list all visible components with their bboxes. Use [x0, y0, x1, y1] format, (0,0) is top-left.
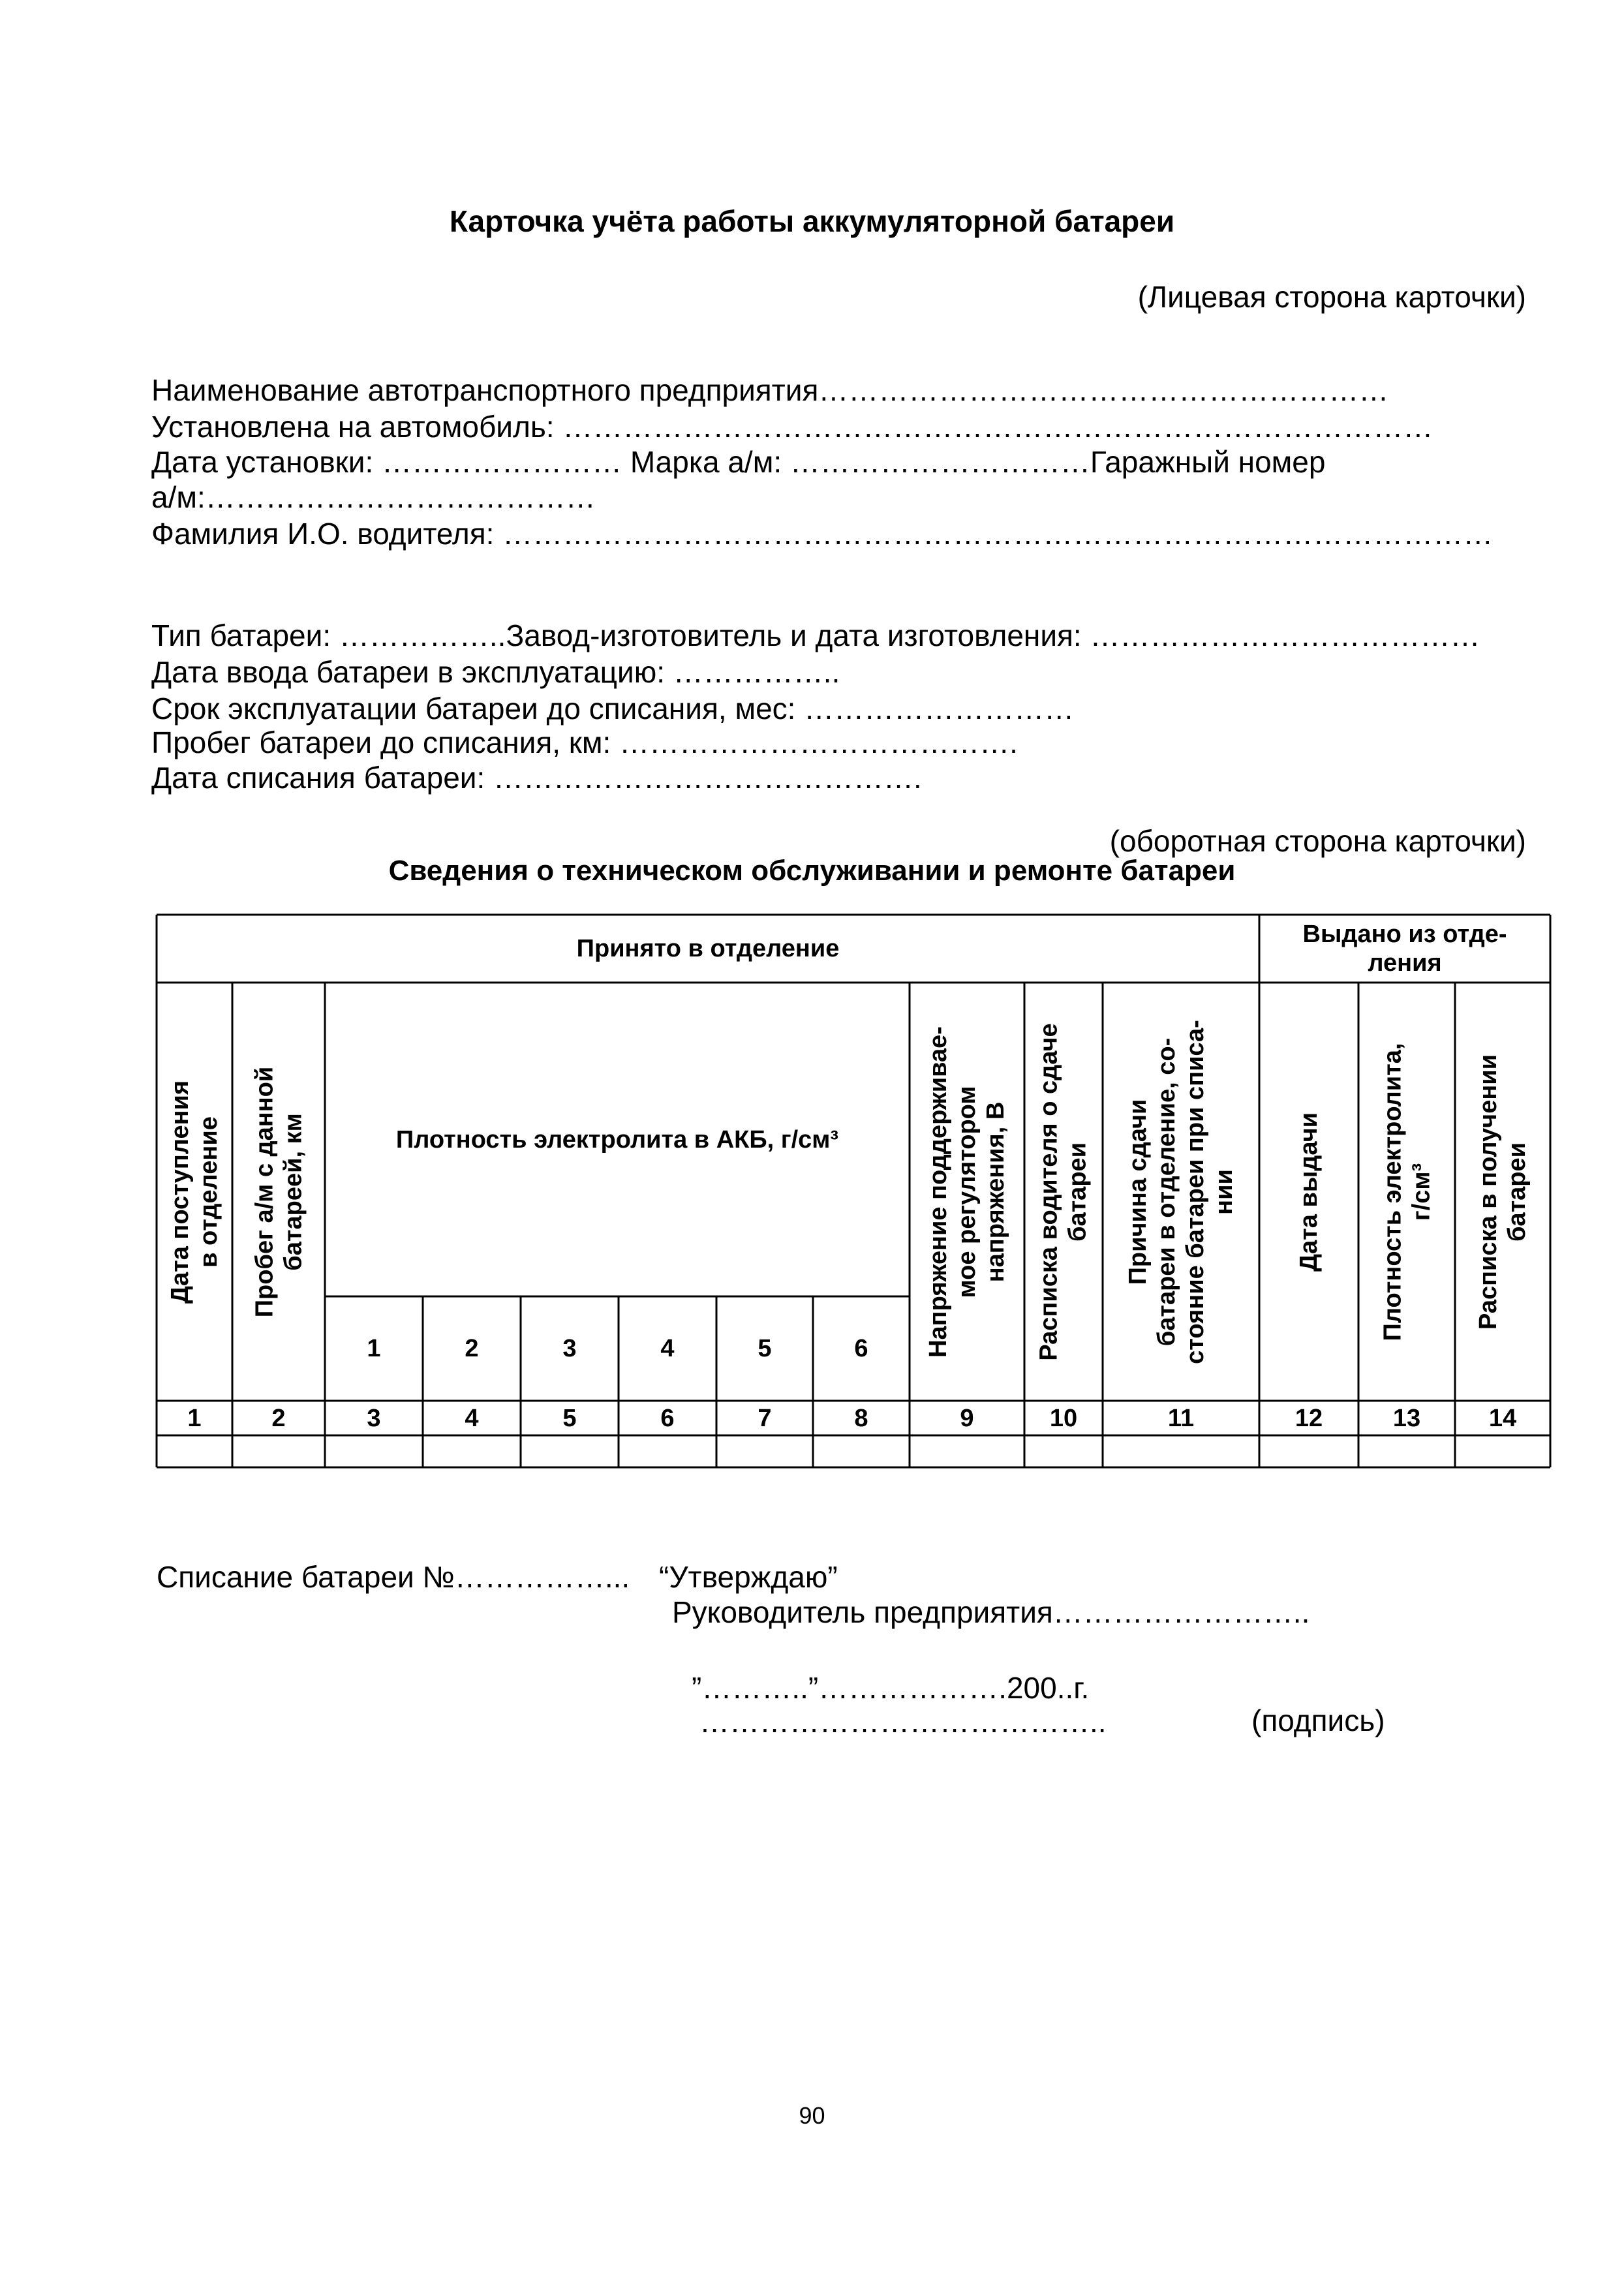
column-number: 1: [187, 1404, 202, 1432]
density-cell-number: 1: [367, 1335, 381, 1362]
column-number: 5: [562, 1404, 577, 1432]
col-header-voltage-cell: [910, 983, 1024, 1401]
col-header-reason-cell: [1103, 983, 1259, 1401]
col-header-receipt: Расписка в получении батареи: [1475, 1054, 1531, 1330]
back-side-label: (оборотная сторона карточки): [1109, 824, 1526, 858]
card-title: Карточка учёта работы аккумуляторной батареи: [449, 204, 1175, 238]
column-number: 11: [1167, 1404, 1195, 1432]
approval-date-line: ”………..”……………….200..г.: [692, 1671, 1090, 1705]
vehicle-line: Установлена на автомобиль: ……………………………………………………………………………: [151, 410, 1433, 444]
column-number: 8: [854, 1404, 868, 1432]
enterprise-name-line: Наименование автотранспортного предприятия…………………………………………………: [151, 373, 1389, 407]
col-header-mileage-cell: [232, 983, 325, 1401]
col-header-receipt-cell: [1455, 983, 1550, 1401]
column-number: 7: [758, 1404, 772, 1432]
col-header-issue-date: Дата выдачи: [1295, 1112, 1323, 1272]
col-header-date-in: Дата поступления в отделение: [166, 1080, 222, 1304]
column-number: 12: [1295, 1404, 1323, 1432]
driver-name-line: Фамилия И.О. водителя: ………………………………………………………………………………………: [151, 517, 1494, 551]
col-header-reason: Причина сдачи батареи в отделение, со- стояние батареи при списа- нии: [1124, 1019, 1238, 1364]
column-number: 6: [660, 1404, 675, 1432]
col-header-density: Плотность электролита в АКБ, г/см³: [395, 1125, 839, 1154]
column-number: 13: [1392, 1404, 1421, 1432]
install-date-line: Дата установки: …………………… Марка а/м: …………………………Гаражный номер: [151, 445, 1326, 479]
group-header-issued: Выдано из отде- ления: [1302, 921, 1507, 977]
writeoff-date-line: Дата списания батареи: …………………………………….: [151, 761, 922, 795]
signature-label: (подпись): [1251, 1704, 1385, 1737]
signature-line: …………………………………..: [699, 1705, 1107, 1739]
col-header-issue-date-cell: [1259, 983, 1358, 1401]
commission-date-line: Дата ввода батареи в эксплуатацию: ……………..: [151, 655, 840, 689]
group-header-received: Принято в отделение: [576, 935, 840, 962]
density-cell-number: 3: [562, 1335, 577, 1362]
column-number: 2: [271, 1404, 286, 1432]
density-cell-number: 2: [465, 1335, 479, 1362]
maintenance-subtitle: Сведения о техническом обслуживании и ремонте батареи: [388, 855, 1236, 887]
battery-type-line: Тип батареи: ……………..Завод-изготовитель и дата изготовления: …………………………………: [151, 619, 1480, 652]
column-number: 9: [960, 1404, 974, 1432]
col-header-issue-density: Плотность электролита, г/см³: [1379, 1043, 1435, 1341]
column-number: 4: [465, 1404, 479, 1432]
column-number: 3: [367, 1404, 381, 1432]
page-number: 90: [799, 2102, 825, 2129]
mileage-limit-line: Пробег батареи до списания, км: ………………………………….: [151, 726, 1018, 759]
col-header-driver-receipt-cell: [1024, 983, 1103, 1401]
column-number: 10: [1049, 1404, 1078, 1432]
col-header-voltage: Напряжение поддерживае- мое регулятором напряжения, В: [925, 1026, 1010, 1358]
column-number: 14: [1488, 1404, 1517, 1432]
col-header-driver-receipt: Расписка водителя о сдаче батареи: [1035, 1022, 1092, 1361]
col-header-date-in-cell: [157, 983, 232, 1401]
col-header-issue-density-cell: [1358, 983, 1455, 1401]
density-cell-number: 5: [758, 1335, 772, 1362]
garage-number-line: а/м:…………………………………: [151, 480, 596, 514]
service-life-line: Срок эксплуатации батареи до списания, мес: ………………………: [151, 692, 1075, 726]
approve-label: “Утверждаю”: [659, 1560, 838, 1594]
battery-writeoff-number: Списание батареи №……………...: [157, 1560, 630, 1594]
front-side-label: (Лицевая сторона карточки): [1137, 280, 1526, 314]
col-header-mileage: Пробег а/м с данной батареей, км: [251, 1066, 307, 1317]
density-cell-number: 6: [854, 1335, 868, 1362]
manager-line: Руководитель предприятия……………………..: [672, 1595, 1310, 1629]
density-cell-number: 4: [660, 1335, 675, 1362]
